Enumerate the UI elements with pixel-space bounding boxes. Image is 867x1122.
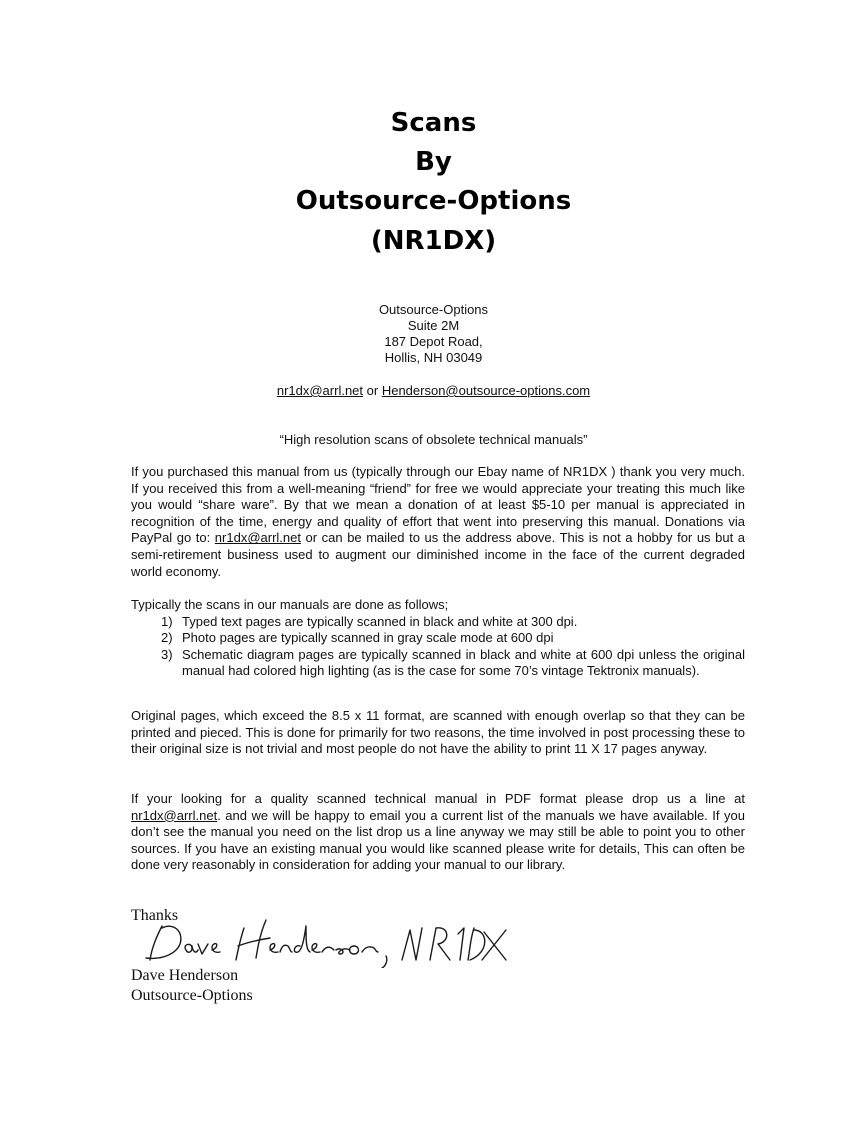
- contact-email-link[interactable]: nr1dx@arrl.net: [131, 807, 218, 823]
- email-link-primary[interactable]: nr1dx@arrl.net: [276, 383, 364, 398]
- address-line: Outsource-Options: [378, 302, 489, 317]
- list-number: 1): [161, 613, 173, 629]
- contact-text-before: If your looking for a quality scanned technical manual in PDF format please drop us a line at: [131, 791, 745, 806]
- email-contacts: [0, 383, 867, 398]
- closing-thanks: Thanks: [131, 907, 179, 924]
- email-separator: or: [363, 383, 382, 398]
- list-item: [131, 647, 745, 680]
- oversize-pages-paragraph: Original pages, which exceed the 8.5 x 11 format, are scanned with enough overlap so that they can be printed and pieced. This is done for primarily for two reasons, the time involved in post processing these to their original size is not trivial and most people do not have the ability to print 11 X 17 pages anyway.: [131, 708, 745, 757]
- address-line: 187 Depot Road,: [384, 334, 483, 349]
- scan-method-list: [131, 614, 745, 680]
- list-item: [131, 614, 745, 631]
- scan-list-intro: Typically the scans in our manuals are done as follows;: [131, 597, 449, 612]
- list-number: 3): [161, 646, 173, 662]
- scan-method-section: [131, 597, 745, 680]
- address-line: Hollis, NH 03049: [384, 350, 483, 365]
- contact-text-after: . and we will be happy to email you a current list of the manuals we have available. If you don’t see the manual you need on the list drop us a line anyway we may still be able to point you to other sources. If you have an existing manual you would like scanned please write for details, This can often be done very reasonably in consideration for adding your manual to our library.: [131, 807, 745, 873]
- donation-text-before: If you purchased this manual from us (typically through our Ebay name of NR1DX ) thank you very much. If you received this from a well-meaning “friend” for free we would appreciate your treating this much like you would “share ware”. By that we mean a donation of at least $5-10 per manual is appreciated in recognition of the time, energy and quality of effort that went into preserving this manual. Donations via PayPal go to:: [131, 464, 745, 546]
- title-line-company: Outsource-Options: [295, 186, 572, 216]
- list-text: Photo pages are typically scanned in gray scale mode at 600 dpi: [182, 630, 554, 646]
- tagline: “High resolution scans of obsolete technical manuals”: [279, 432, 588, 447]
- mailing-address: [0, 302, 867, 366]
- title-line-scans: Scans: [390, 108, 477, 138]
- email-link-secondary[interactable]: Henderson@outsource-options.com: [381, 383, 591, 398]
- list-item: [131, 630, 745, 647]
- donation-text-after: or can be mailed to us the address above. This is not a hobby for us but a semi-retirement business used to augment our diminished income in the face of the current degraded world economy.: [131, 530, 745, 579]
- title-line-by: By: [415, 147, 452, 177]
- title-line-callsign: (NR1DX): [370, 226, 497, 256]
- handwritten-signature: [140, 916, 520, 968]
- list-text: Schematic diagram pages are typically scanned in black and white at 600 dpi unless the original manual had colored high lighting (as is the case for some 70’s vintage Tektronix manuals).: [182, 646, 745, 679]
- signer-name: Dave Henderson: [131, 967, 239, 984]
- signer-company: Outsource-Options: [131, 987, 253, 1004]
- address-line: Suite 2M: [407, 318, 460, 333]
- list-number: 2): [161, 630, 173, 646]
- donation-paragraph: [131, 464, 745, 580]
- paypal-email-link[interactable]: nr1dx@arrl.net: [214, 530, 301, 546]
- list-text: Typed text pages are typically scanned in black and white at 300 dpi.: [182, 613, 578, 629]
- contact-paragraph: [131, 791, 745, 874]
